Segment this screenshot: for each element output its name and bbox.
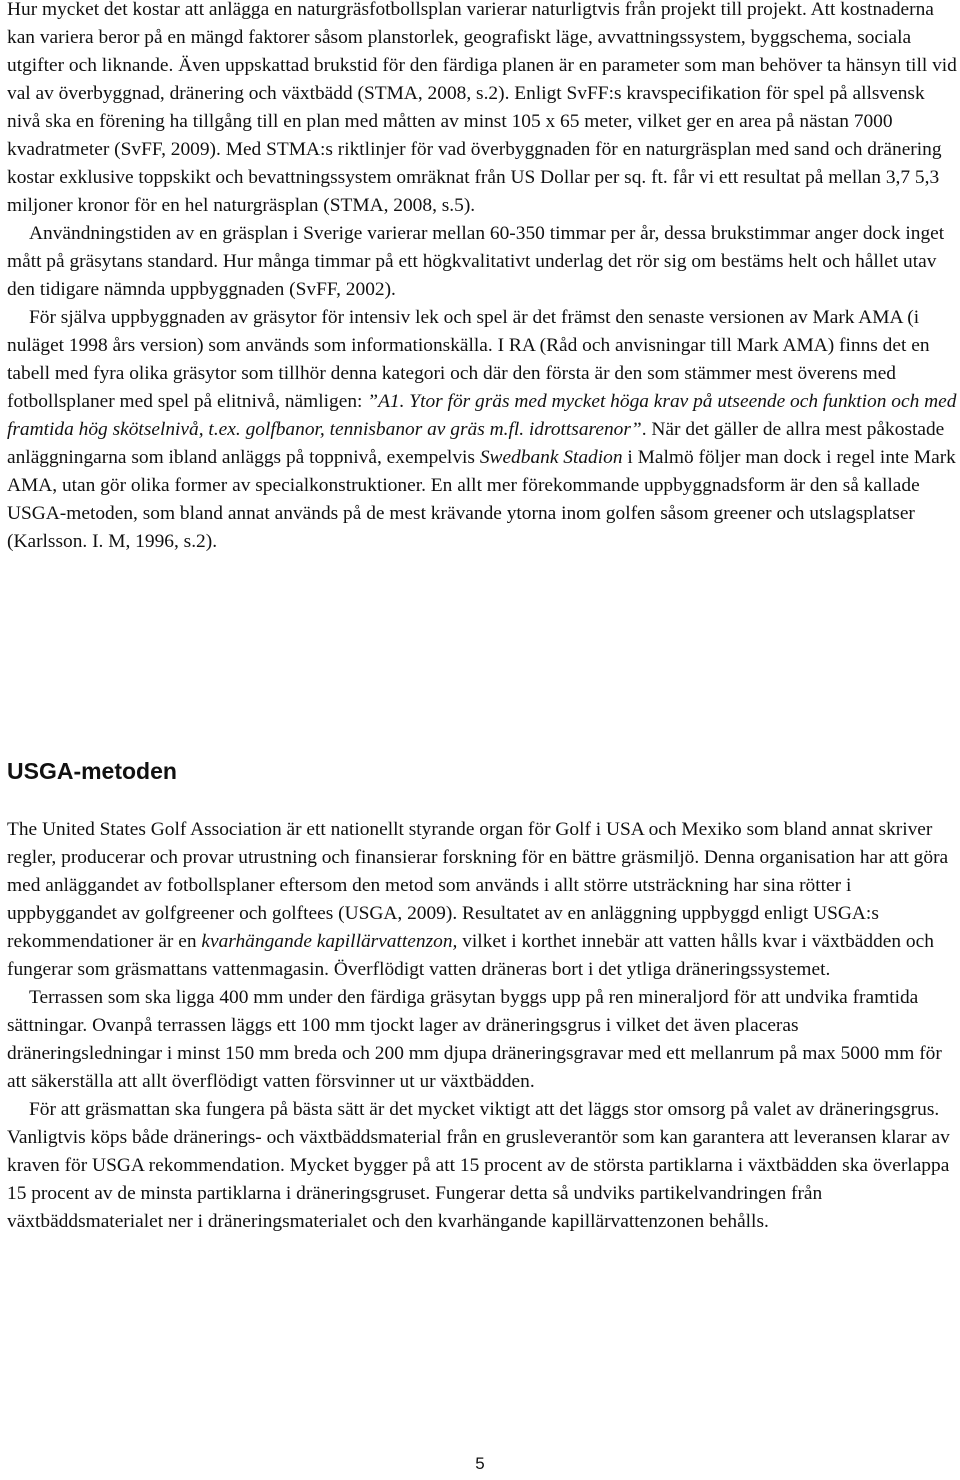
paragraph-usage-time xyxy=(7,220,957,304)
section-heading: USGA-metoden xyxy=(7,758,177,784)
text-run: Användningstiden av en gräsplan i Sverige varierar mellan 60-350 timmar per år, dessa brukstimmar anger dock inget mått på gräsytans standard. Hur många timmar på ett högkvalitativt underlag det rör sig om bestäms helt och hållet utav den tidigare nämnda uppbyggnaden (SvFF, 2002). xyxy=(7,223,945,300)
text-run: För själva uppbyggnaden av gräsytor för intensiv lek och spel är det främst den senaste versionen av Mark AMA (i nuläget 1998 års version) som används som informationskälla. I RA (Råd och anvisningar till Mark AMA) finns det en tabell med fyra olika gräsytor som tillhör denna kategori och där den första är den som stämmer mest överens med fotbollsplaner med spel på elitnivå, nämligen: xyxy=(7,307,930,412)
paragraph-mark-ama xyxy=(7,304,957,556)
text-run: Hur mycket det kostar att anlägga en naturgräsfotbollsplan varierar naturligtvis från projekt till projekt. Att kostnaderna kan variera beror på en mängd faktorer såsom planstorlek, geografiskt läge, avvattningssystem, byggschema, sociala utgifter och liknande. Även uppskattad brukstid för den färdiga planen är en parameter som man behöver ta hänsyn till vid val av överbyggnad, dränering och växtbädd (STMA, 2008, s.2). Enligt SvFF:s kravspecifikation för spel på allsvensk nivå ska en förening ha tillgång till en plan med måtten av minst 105 x 65 meter, vilket ger en area på nästan 7000 kvadratmeter (SvFF, 2009). Med STMA:s riktlinjer för vad överbyggnaden för en naturgräsplan med sand och dränering kostar exklusive toppskikt och bevattningssystem omräknat från US Dollar per sq. ft. får vi ett resultat på mellan 3,7 5,3 miljoner kronor för en hel naturgräsplan (STMA, 2008, s.5). xyxy=(7,0,957,216)
page-number: 5 xyxy=(475,1454,485,1473)
paragraph-drainage-gravel xyxy=(7,1096,957,1236)
paragraph-terrace xyxy=(7,984,957,1096)
italic-stadium-name: Swedbank Stadion xyxy=(479,447,623,468)
paragraph-usga-intro xyxy=(7,816,957,984)
text-run: i Malmö följer man dock i regel inte Mark AMA, utan gör olika former av specialkonstruktioner. En allt mer förekommande uppbyggnadsform är den så kallade USGA-metoden, som bland annat används på de mest krävande ytorna inom golfen såsom greener och utslagsplatser (Karlsson. I. M, 1996, s.2). xyxy=(7,447,956,552)
text-run: För att gräsmattan ska fungera på bästa sätt är det mycket viktigt att det läggs stor omsorg på valet av dräneringsgrus. Vanligtvis köps både dränerings- och växtbäddsmaterial från en grusleverantör som kan garantera att leveransen klarar av kraven för USGA rekommendation. Mycket bygger på att 15 procent av de största partiklarna i växtbädden ska överlappa 15 procent av de minsta partiklarna i dräneringsgruset. Fungerar detta så undviks partikelvandringen från växtbäddsmaterialet ner i dräneringsmaterialet och den kvarhängande kapillärvattenzonen behålls. xyxy=(7,1099,950,1232)
italic-quote-a1: ”A1. Ytor för gräs med mycket höga krav på utseende och funktion och med framtida hög skötselnivå, t.ex. golfbanor, tennisbanor av gräs m.fl. idrottsarenor” xyxy=(7,391,957,440)
text-run: . När det gäller de allra mest påkostade anläggningarna som ibland anläggs på toppnivå, exempelvis xyxy=(7,419,945,468)
paragraph-cost xyxy=(7,0,957,220)
body-text-bottom xyxy=(7,816,957,1236)
text-run: vilket i korthet innebär att vatten hålls kvar i växtbädden och fungerar som gräsmattans vattenmagasin. Överflödigt vatten dräneras bort i det ytliga dräneringssystemet. xyxy=(7,931,934,980)
text-run: The United States Golf Association är ett nationellt styrande organ för Golf i USA och Mexiko som bland annat skriver regler, producerar och provar utrustning och finansierar forskning för en bättre gräsmiljö. Denna organisation har att göra med anläggandet av fotbollsplaner eftersom den metod som används i allt större utsträckning har sina rötter i uppbyggandet av golfgreener och golftees (USGA, 2009). Resultatet av en anläggning uppbyggd enligt USGA:s rekommendationer är en xyxy=(7,819,949,952)
italic-term: kvarhängande kapillärvattenzon, xyxy=(201,931,458,952)
body-text-top xyxy=(7,0,957,556)
text-run: Terrassen som ska ligga 400 mm under den färdiga gräsytan byggs upp på ren mineraljord för att undvika framtida sättningar. Ovanpå terrassen läggs ett 100 mm tjockt lager av dräneringsgrus i vilket det även placeras dräneringsledningar i minst 150 mm breda och 200 mm djupa dräneringsgravar med ett mellanrum på max 5000 mm för att säkerställa att allt överflödigt vatten försvinner ut ur växtbädden. xyxy=(7,987,942,1092)
